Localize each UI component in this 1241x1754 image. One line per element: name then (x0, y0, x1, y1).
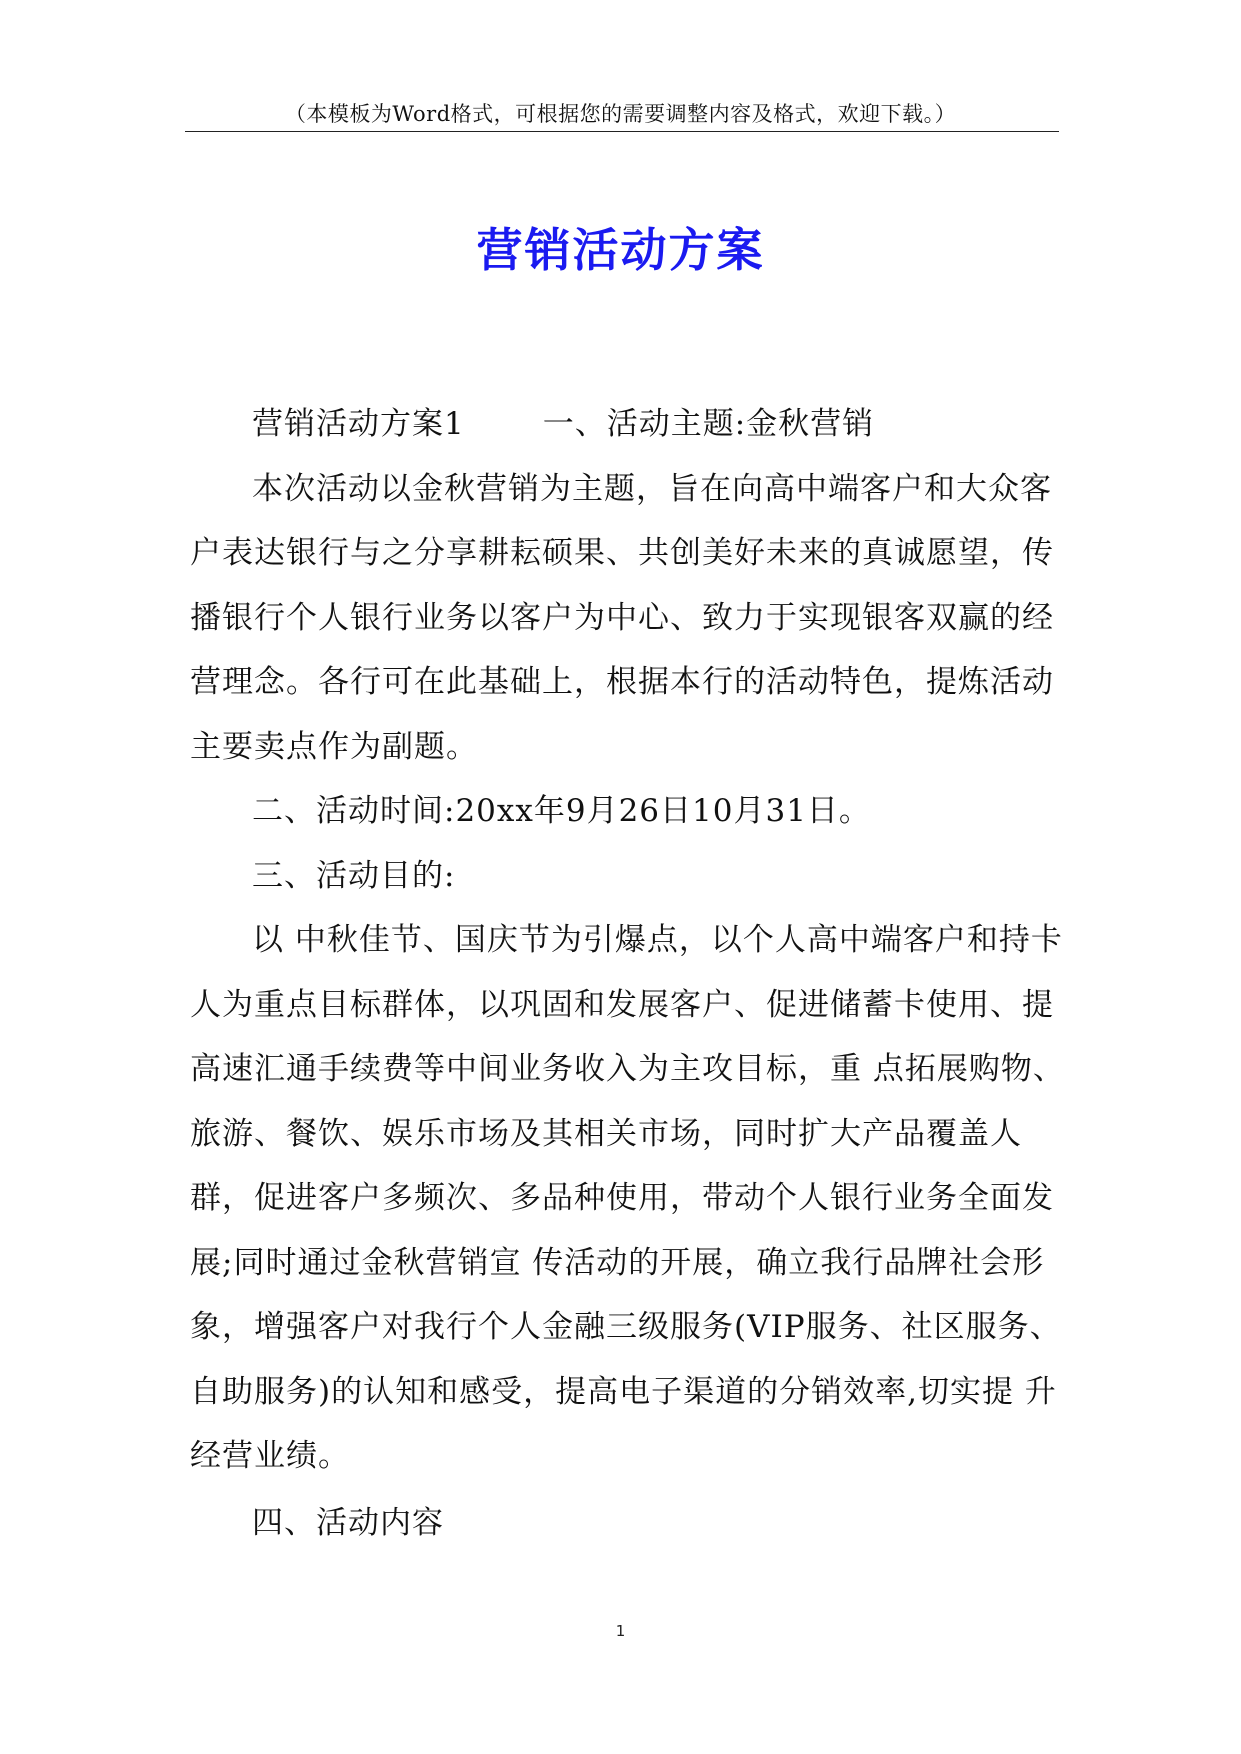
paragraph-activity-goal-heading: 三、活动目的: (252, 857, 456, 894)
document-body (190, 392, 1070, 1555)
first-line (190, 392, 1070, 457)
section-label: 营销活动方案1 (252, 406, 465, 442)
section-heading-theme: 一、活动主题:金秋营销 (542, 406, 875, 442)
paragraph-activity-time: 二、活动时间:20xx年9月26日10月31日。 (252, 793, 871, 829)
document-title: 营销活动方案 (476, 223, 765, 277)
page-number: 1 (615, 1622, 626, 1640)
paragraph-activity-content-heading: 四、活动内容 (252, 1504, 444, 1541)
header-divider (185, 131, 1059, 132)
header-note: （本模板为Word格式，可根据您的需要调整内容及格式，欢迎下载。） (284, 102, 957, 126)
paragraph-activity-goal: 以 中秋佳节、国庆节为引爆点，以个人高中端客户和持卡人为重点目标群体，以巩固和发展客户、促进储蓄卡使用、提高速汇通手续费等中间业务收入为主攻目标，重 点拓展购物、旅游、餐饮、娱乐市场及其相关市场，同时扩大产品覆盖人群，促进客户多频次、多品种使用，带动个人银行业务全面发展;同时通过金秋营销宣 传活动的开展，确立我行品牌社会形象，增强客户对我行个人金融三级服务(VIP服务、社区服务、自助服务)的认知和感受，提高电子渠道的分销效率,切实提 升经营业绩。 (190, 922, 1065, 1474)
paragraph-theme-description: 本次活动以金秋营销为主题，旨在向高中端客户和大众客户表达银行与之分享耕耘硕果、共创美好未来的真诚愿望，传播银行个人银行业务以客户为中心、致力于实现银客双赢的经营理念。各行可在此基础上，根据本行的活动特色，提炼活动主要卖点作为副题。 (190, 470, 1054, 765)
